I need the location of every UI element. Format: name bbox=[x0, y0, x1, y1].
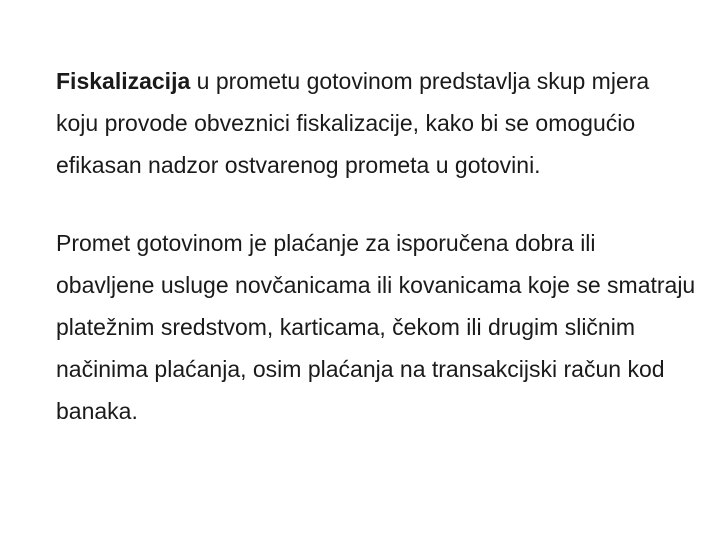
paragraph-term: Fiskalizacija bbox=[56, 68, 191, 94]
paragraph-promet-gotovinom bbox=[56, 222, 696, 432]
paragraph-text: Promet gotovinom je plaćanje za isporučena dobra ili obavljene usluge novčanicama ili kovanicama koje se smatraju platežnim sredstvom, karticama, čekom ili drugim sličnim načinima plaćanja, osim plaćanja na transakcijski račun kod banaka. bbox=[56, 230, 696, 424]
paragraph-fiskalizacija bbox=[56, 60, 696, 186]
paragraph-text: u prometu gotovinom predstavlja skup mjera koju provode obveznici fiskalizacije, kako bi se omogućio efikasan nadzor ostvarenog prometa u gotovini. bbox=[56, 68, 650, 178]
